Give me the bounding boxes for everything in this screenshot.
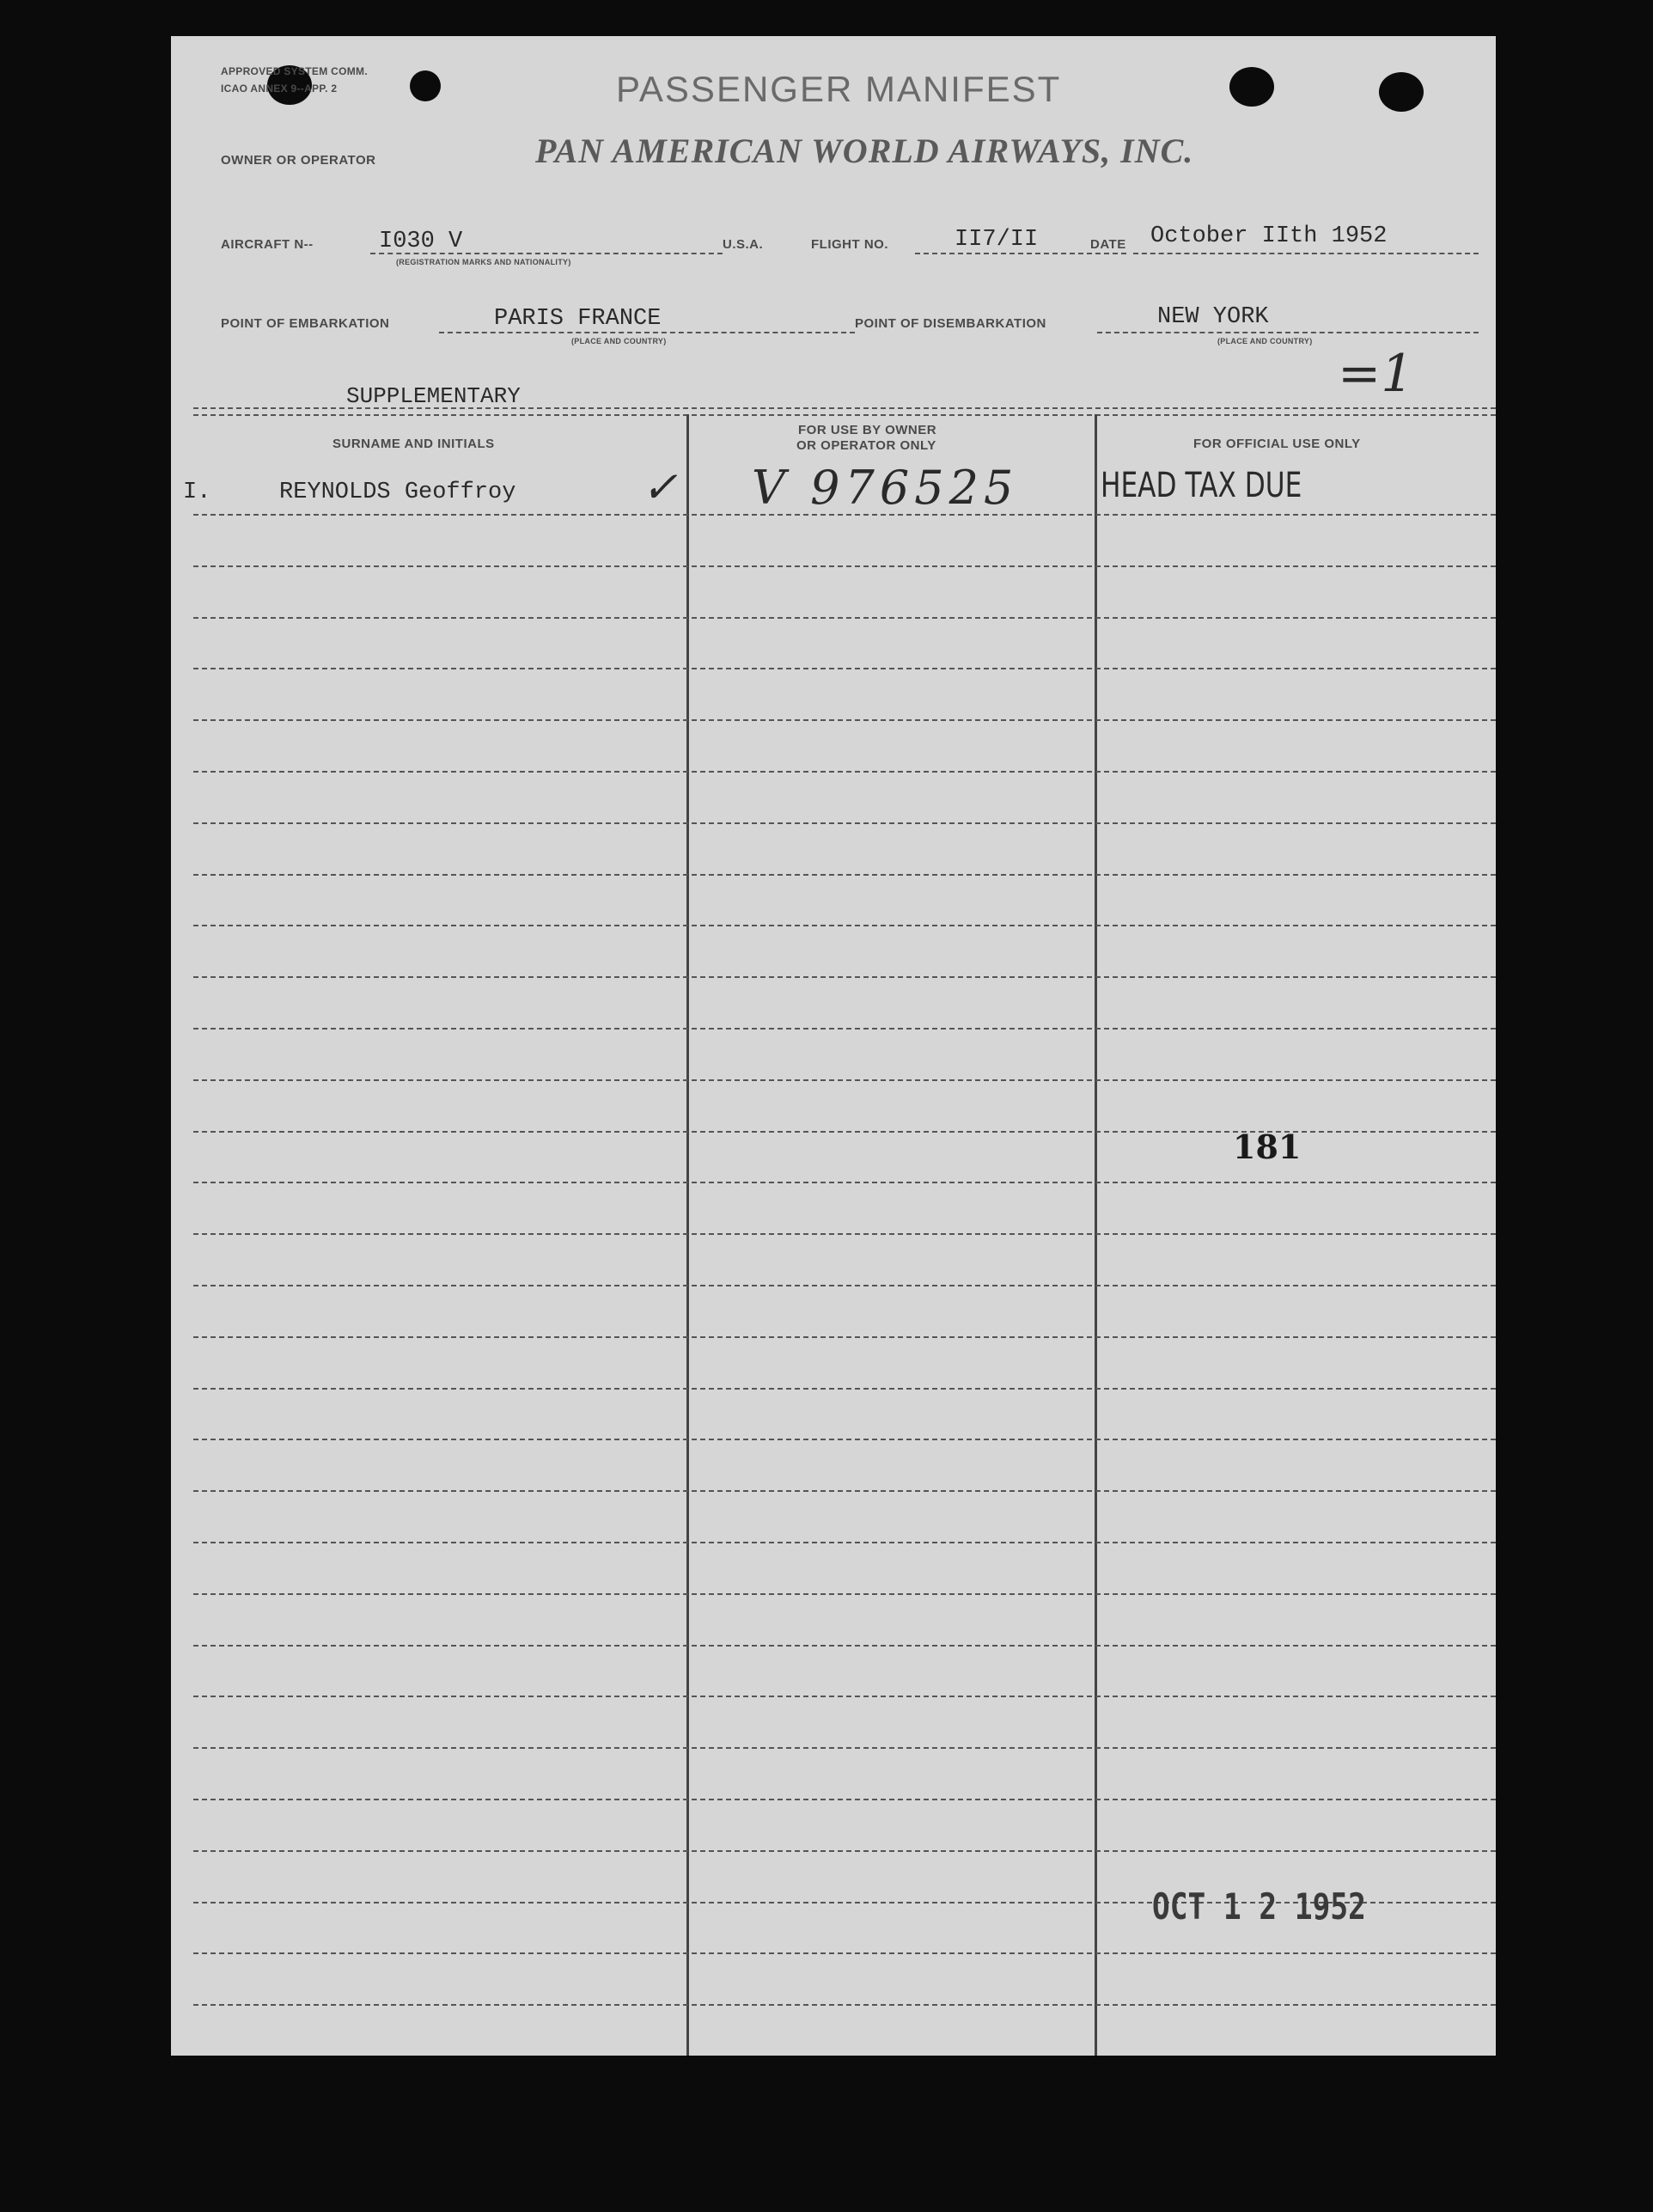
date-label: DATE — [1090, 237, 1126, 252]
row-line — [193, 1645, 1496, 1647]
header-divider — [193, 414, 1496, 416]
approval-text: APPROVED SYSTEM COMM. — [221, 65, 368, 77]
supplementary-label: SUPPLEMENTARY — [346, 383, 521, 409]
airline-name: PAN AMERICAN WORLD AIRWAYS, INC. — [535, 131, 1194, 170]
punch-hole — [410, 70, 441, 101]
owner-label: OWNER OR OPERATOR — [221, 153, 376, 168]
date-stamp: OCT 1 2 1952 — [1152, 1885, 1366, 1928]
row-line — [193, 1593, 1496, 1595]
row-line — [193, 1952, 1496, 1954]
disembarkation-underline — [1097, 332, 1479, 333]
column-header-surname: SURNAME AND INITIALS — [332, 437, 495, 451]
row-line — [193, 1028, 1496, 1030]
flight-underline — [915, 253, 1126, 254]
country-code: U.S.A. — [723, 237, 764, 252]
row-line — [193, 1747, 1496, 1749]
manifest-sheet — [171, 36, 1496, 2056]
passenger-name: REYNOLDS Geoffroy — [279, 480, 516, 505]
page-title: PASSENGER MANIFEST — [616, 69, 1062, 109]
embarkation-value: PARIS FRANCE — [494, 306, 662, 332]
embarkation-note: (PLACE AND COUNTRY) — [571, 337, 667, 345]
icao-text: ICAO ANNEX 9--APP. 2 — [221, 82, 338, 95]
header-divider — [193, 407, 1496, 409]
official-note: HEAD TAX DUE — [1101, 466, 1302, 505]
row-line — [193, 822, 1496, 824]
embarkation-label: POINT OF EMBARKATION — [221, 316, 390, 331]
disembarkation-label: POINT OF DISEMBARKATION — [855, 316, 1046, 331]
embarkation-underline — [439, 332, 855, 333]
tally-mark: =1 — [1338, 344, 1414, 404]
row-line — [193, 1490, 1496, 1492]
row-line — [193, 1388, 1496, 1390]
row-line — [193, 2004, 1496, 2006]
row-line — [193, 565, 1496, 567]
disembarkation-value: NEW YORK — [1157, 304, 1269, 330]
row-line — [193, 1696, 1496, 1697]
row-line — [193, 1285, 1496, 1286]
punch-hole — [1379, 72, 1424, 112]
row-line — [193, 771, 1496, 773]
row-line — [193, 874, 1496, 876]
column-header-owner-1: FOR USE BY OWNER — [798, 423, 937, 437]
row-line — [193, 719, 1496, 721]
row-line — [193, 1233, 1496, 1235]
flight-label: FLIGHT NO. — [811, 237, 888, 252]
row-line — [193, 1542, 1496, 1543]
row-line — [193, 976, 1496, 978]
aircraft-note: (REGISTRATION MARKS AND NATIONALITY) — [396, 258, 571, 266]
row-line — [193, 1799, 1496, 1800]
punch-hole — [1229, 67, 1274, 107]
aircraft-label: AIRCRAFT N-- — [221, 237, 314, 252]
flight-value: II7/II — [955, 227, 1039, 253]
aircraft-value: I030 V — [379, 229, 463, 254]
row-line — [193, 1439, 1496, 1440]
column-header-official: FOR OFFICIAL USE ONLY — [1193, 437, 1361, 451]
row-line — [193, 1850, 1496, 1852]
date-underline — [1133, 253, 1479, 254]
row-line — [193, 1079, 1496, 1081]
column-header-owner-2: OR OPERATOR ONLY — [796, 438, 936, 453]
row-line — [193, 617, 1496, 619]
page-number: 181 — [1233, 1127, 1302, 1166]
date-value: October IIth 1952 — [1150, 223, 1388, 249]
row-line — [193, 1182, 1496, 1183]
entry-number: I. — [183, 480, 211, 505]
operator-note: V 976525 — [752, 461, 1019, 515]
row-line — [193, 1336, 1496, 1338]
check-mark-icon: ✓ — [642, 462, 678, 512]
row-line — [193, 668, 1496, 669]
row-line — [193, 925, 1496, 926]
disembarkation-note: (PLACE AND COUNTRY) — [1217, 337, 1313, 345]
